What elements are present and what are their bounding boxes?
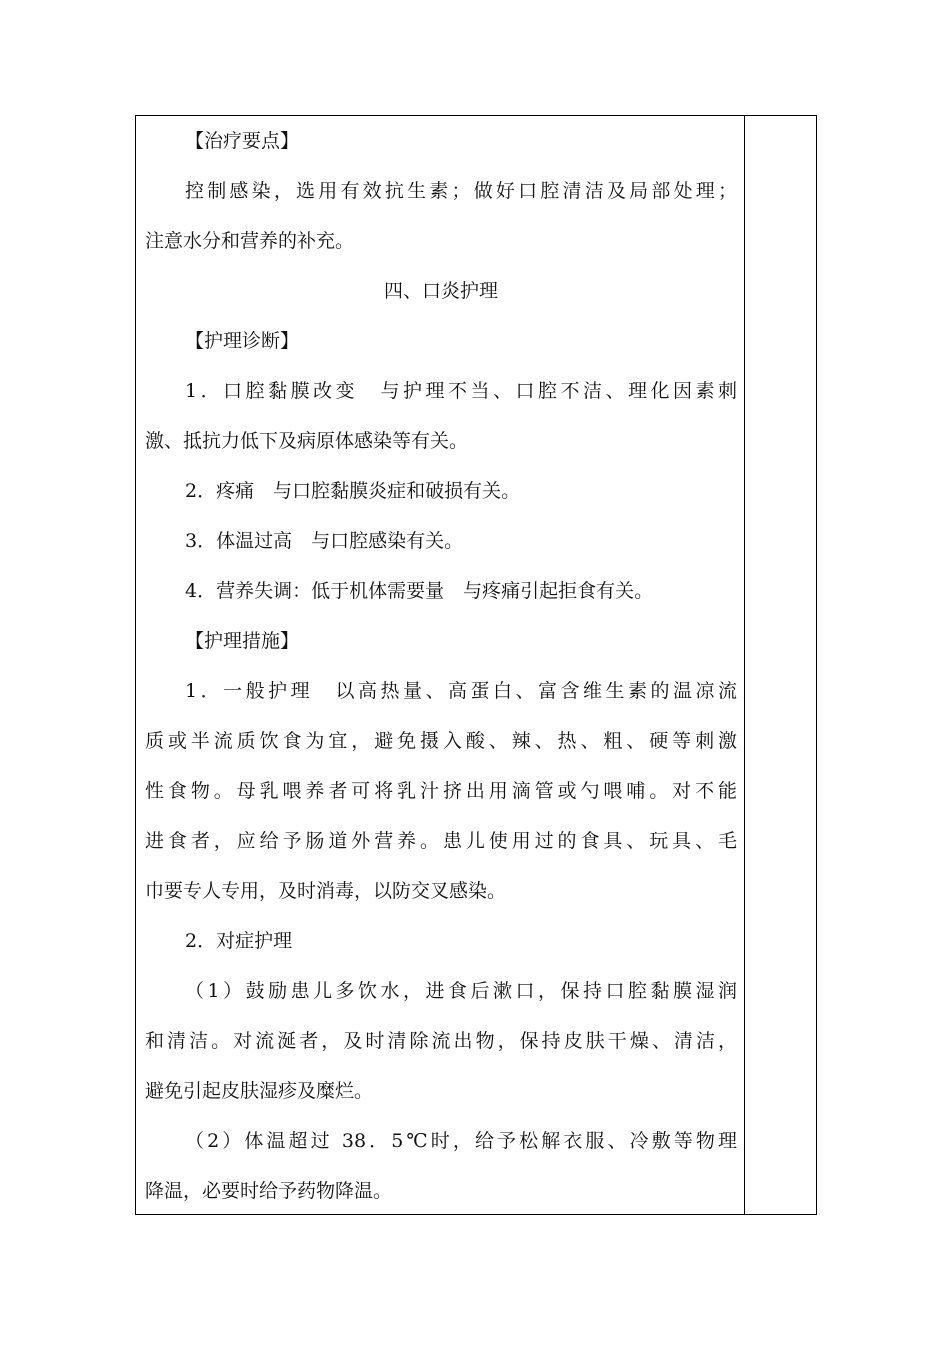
paragraph-line: 4．营养失调：低于机体需要量 与疼痛引起拒食有关。 xyxy=(185,580,654,602)
paragraph-line: 注意水分和营养的补充。 xyxy=(145,230,355,252)
paragraph-line: 2．疼痛 与口腔黏膜炎症和破损有关。 xyxy=(185,480,521,502)
table-side-cell xyxy=(745,116,816,1214)
paragraph-line: 激、抵抗力低下及病原体感染等有关。 xyxy=(145,430,469,452)
paragraph-line: 质或半流质饮食为宜，避免摄入酸、辣、热、粗、硬等刺激 xyxy=(145,730,737,752)
paragraph-line: 控制感染，选用有效抗生素；做好口腔清洁及局部处理； xyxy=(185,180,737,202)
paragraph-line: 进食者，应给予肠道外营养。患儿使用过的食具、玩具、毛 xyxy=(145,830,737,852)
paragraph-line: 降温，必要时给予药物降温。 xyxy=(145,1180,393,1202)
section-heading-measures: 【护理措施】 xyxy=(185,630,300,652)
paragraph-line: 3．体温过高 与口腔感染有关。 xyxy=(185,530,464,552)
chapter-title: 四、口炎护理 xyxy=(383,280,498,302)
paragraph-line: 避免引起皮肤湿疹及糜烂。 xyxy=(145,1080,374,1102)
section-heading-treatment: 【治疗要点】 xyxy=(185,130,300,152)
paragraph-line: 和清洁。对流涎者，及时清除流出物，保持皮肤干燥、清洁， xyxy=(145,1030,737,1052)
paragraph-line: 巾要专人专用，及时消毒，以防交叉感染。 xyxy=(145,880,507,902)
paragraph-line: （2）体温超过 38．5℃时，给予松解衣服、冷敷等物理 xyxy=(185,1130,737,1152)
paragraph-line: （1）鼓励患儿多饮水，进食后漱口，保持口腔黏膜湿润 xyxy=(185,980,737,1002)
subsection-heading: 2．对症护理 xyxy=(185,930,293,952)
paragraph-line: 1．一般护理 以高热量、高蛋白、富含维生素的温凉流 xyxy=(185,680,737,702)
section-heading-diagnosis: 【护理诊断】 xyxy=(185,330,300,352)
paragraph-line: 性食物。母乳喂养者可将乳汁挤出用滴管或勺喂哺。对不能 xyxy=(145,780,737,802)
table-content-cell xyxy=(145,116,737,1216)
paragraph-line: 1．口腔黏膜改变 与护理不当、口腔不洁、理化因素刺 xyxy=(185,380,737,402)
